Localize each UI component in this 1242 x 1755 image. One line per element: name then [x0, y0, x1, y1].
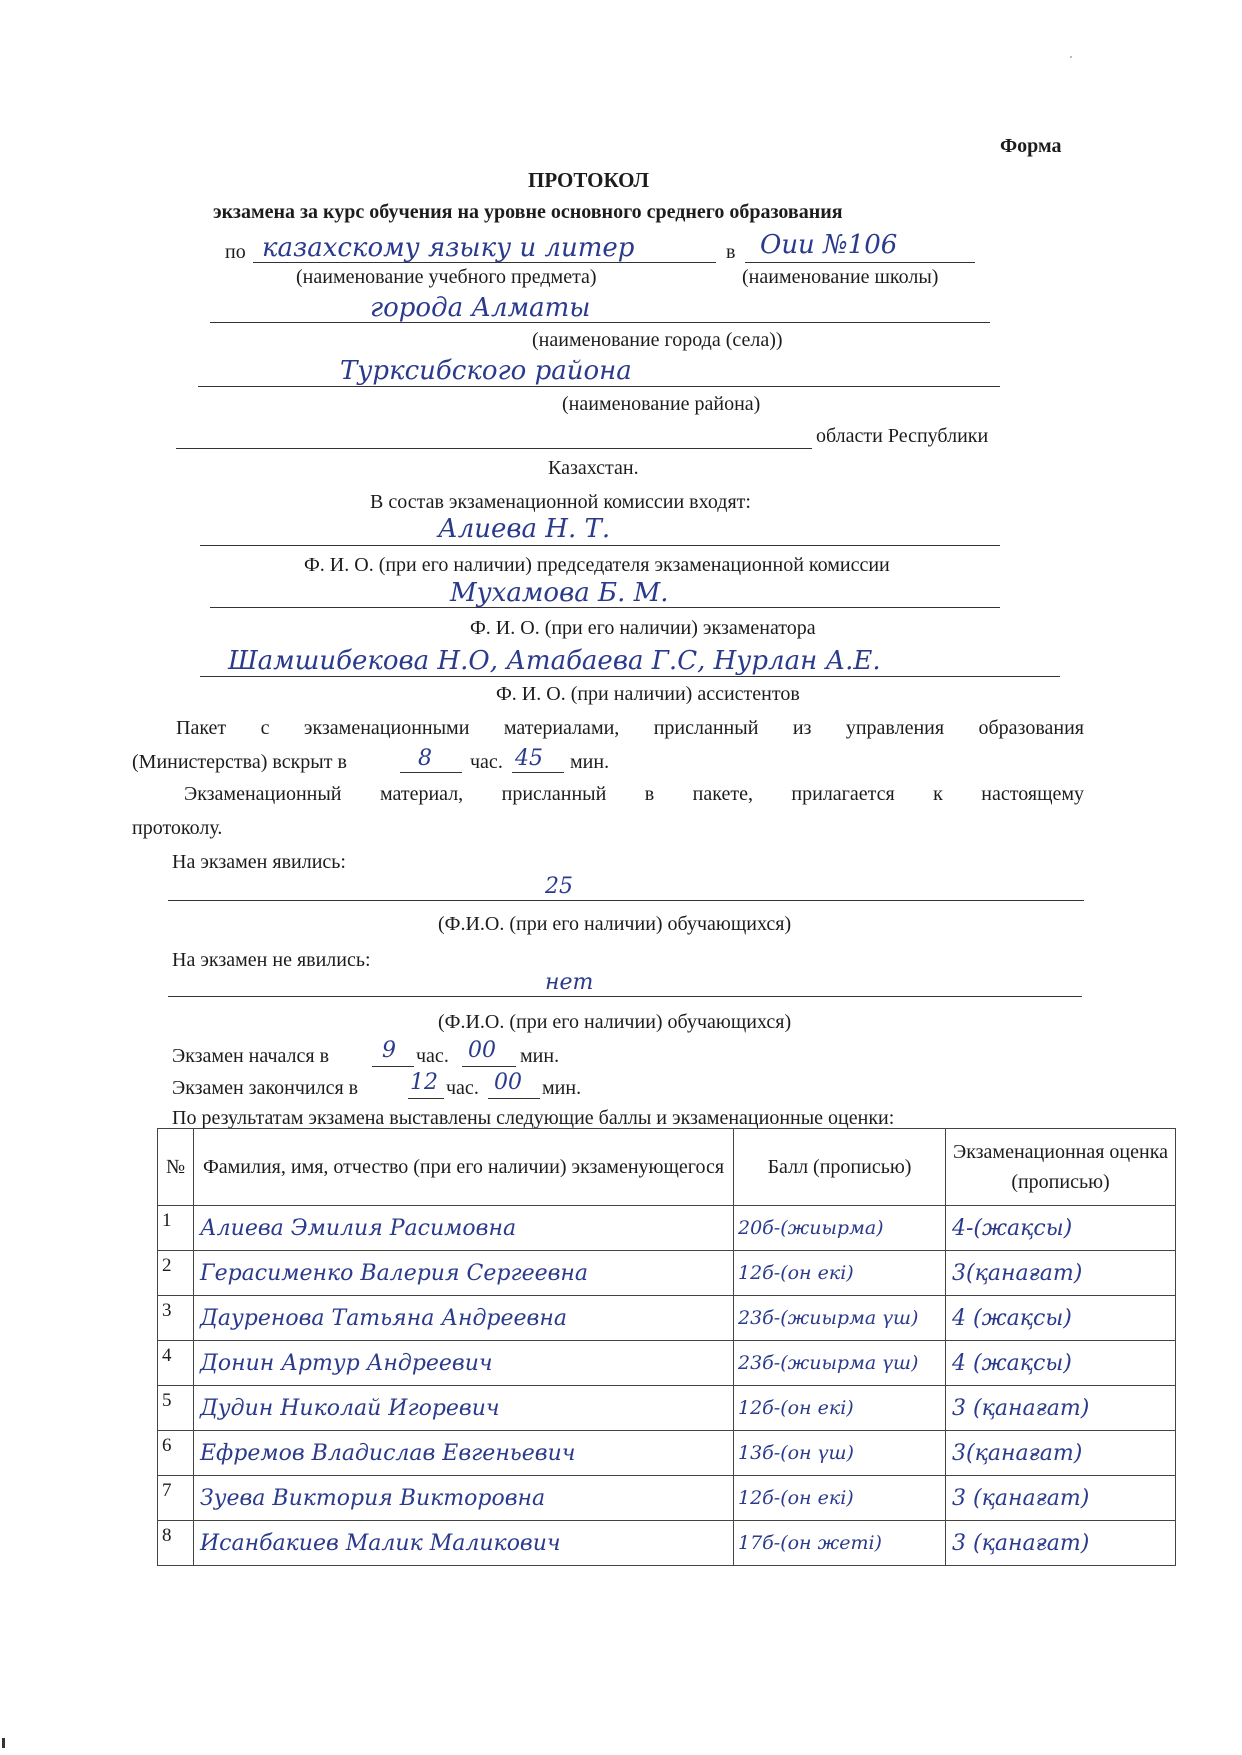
- student-name: Дауренова Татьяна Андреевна: [194, 1296, 734, 1341]
- district-caption: (наименование района): [562, 393, 761, 415]
- region-cont: Казахстан.: [548, 457, 639, 479]
- student-grade: 3 (қанағат): [946, 1476, 1176, 1521]
- table-row: [158, 1521, 1176, 1566]
- table-row: [158, 1251, 1176, 1296]
- subject-caption: (наименование учебного предмета): [296, 266, 597, 288]
- region-underline: [176, 448, 812, 449]
- examiner-caption: Ф. И. О. (при его наличии) экзаменатора: [470, 617, 816, 639]
- student-score: 12б-(он екі): [734, 1476, 946, 1521]
- table-header-row: [158, 1129, 1176, 1206]
- package-min-label: мин.: [570, 751, 610, 773]
- row-num: 5: [158, 1386, 194, 1431]
- start-hour-label: час.: [416, 1045, 449, 1067]
- school-prefix: в: [726, 241, 736, 263]
- header-score: Балл (прописью): [734, 1129, 946, 1206]
- header-grade: Экзаменационная оценка (прописью): [946, 1129, 1176, 1206]
- absent-caption: (Ф.И.О. (при его наличии) обучающихся): [438, 1011, 792, 1033]
- city-value: города Алматы: [370, 293, 591, 323]
- assistants-underline: [200, 676, 1060, 677]
- student-grade: 4 (жақсы): [946, 1296, 1176, 1341]
- student-grade: 4-(жақсы): [946, 1206, 1176, 1251]
- row-num: 4: [158, 1341, 194, 1386]
- start-hour-value: 9: [382, 1038, 396, 1063]
- end-min-value: 00: [494, 1070, 522, 1095]
- student-name: Дудин Николай Игоревич: [194, 1386, 734, 1431]
- student-score: 23б-(жиырма үш): [734, 1341, 946, 1386]
- start-min-label: мин.: [520, 1045, 560, 1067]
- results-intro: По результатам экзамена выставлены следующие баллы и экзаменационные оценки:: [172, 1107, 895, 1129]
- district-underline: [198, 386, 1000, 387]
- start-hour-underline: [372, 1066, 414, 1067]
- school-underline: [745, 262, 975, 263]
- student-name: Алиева Эмилия Расимовна: [194, 1206, 734, 1251]
- row-num: 2: [158, 1251, 194, 1296]
- package-hour-label: час.: [470, 751, 503, 773]
- package-hour-value: 8: [418, 746, 432, 771]
- city-underline: [210, 322, 990, 323]
- student-score: 12б-(он екі): [734, 1386, 946, 1431]
- start-min-value: 00: [468, 1038, 496, 1063]
- student-score: 23б-(жиырма үш): [734, 1296, 946, 1341]
- row-num: 6: [158, 1431, 194, 1476]
- table-row: [158, 1206, 1176, 1251]
- absent-underline: [168, 996, 1082, 997]
- student-grade: 4 (жақсы): [946, 1341, 1176, 1386]
- scan-dot: [1070, 56, 1072, 58]
- student-name: Исанбакиев Малик Маликович: [194, 1521, 734, 1566]
- row-num: 7: [158, 1476, 194, 1521]
- student-grade: 3 (қанағат): [946, 1386, 1176, 1431]
- end-hour-value: 12: [410, 1070, 438, 1095]
- form-label: Форма: [1000, 135, 1062, 157]
- material-text-line1: Экзаменационный материал, присланный в пакете, прилагается к настоящему: [184, 783, 1084, 805]
- table-row: [158, 1296, 1176, 1341]
- school-caption: (наименование школы): [742, 266, 939, 288]
- region-suffix: области Республики: [816, 425, 989, 447]
- end-hour-label: час.: [446, 1077, 479, 1099]
- end-label: Экзамен закончился в: [172, 1077, 359, 1099]
- end-hour-underline: [408, 1098, 444, 1099]
- commission-intro: В состав экзаменационной комиссии входят:: [370, 491, 751, 513]
- subject-value: казахскому языку и литер: [262, 233, 635, 263]
- table-row: [158, 1386, 1176, 1431]
- material-text-line2: протоколу.: [132, 817, 223, 839]
- present-caption: (Ф.И.О. (при его наличии) обучающихся): [438, 913, 792, 935]
- chair-underline: [200, 545, 1000, 546]
- row-num: 1: [158, 1206, 194, 1251]
- city-caption: (наименование города (села)): [532, 329, 783, 351]
- student-name: Зуева Виктория Викторовна: [194, 1476, 734, 1521]
- examiner-value: Мухамова Б. М.: [450, 578, 669, 608]
- student-score: 12б-(он екі): [734, 1251, 946, 1296]
- student-name: Донин Артур Андреевич: [194, 1341, 734, 1386]
- results-table: [157, 1128, 1176, 1566]
- student-grade: 3(қанағат): [946, 1431, 1176, 1476]
- row-num: 3: [158, 1296, 194, 1341]
- assistants-caption: Ф. И. О. (при наличии) ассистентов: [496, 683, 800, 705]
- student-name: Ефремов Владислав Евгеньевич: [194, 1431, 734, 1476]
- package-text-line2: (Министерства) вскрыт в: [132, 751, 347, 773]
- row-num: 8: [158, 1521, 194, 1566]
- table-row: [158, 1476, 1176, 1521]
- student-score: 17б-(он жеті): [734, 1521, 946, 1566]
- end-min-underline: [488, 1098, 540, 1099]
- page-title: ПРОТОКОЛ: [528, 168, 650, 192]
- start-label: Экзамен начался в: [172, 1045, 330, 1067]
- assistants-value: Шамшибекова Н.О, Атабаева Г.С, Нурлан А.Е.: [228, 646, 881, 676]
- package-min-value: 45: [515, 746, 543, 771]
- absent-label: На экзамен не явились:: [172, 949, 371, 971]
- present-underline: [168, 900, 1084, 901]
- district-value: Турксибского района: [340, 356, 632, 386]
- student-score: 13б-(он үш): [734, 1431, 946, 1476]
- table-row: [158, 1431, 1176, 1476]
- student-grade: 3 (қанағат): [946, 1521, 1176, 1566]
- student-name: Герасименко Валерия Сергеевна: [194, 1251, 734, 1296]
- end-min-label: мин.: [542, 1077, 582, 1099]
- school-value: Оии №106: [760, 230, 898, 260]
- student-score: 20б-(жиырма): [734, 1206, 946, 1251]
- table-row: [158, 1341, 1176, 1386]
- student-grade: 3(қанағат): [946, 1251, 1176, 1296]
- scan-speck: [2, 1738, 5, 1748]
- subject-prefix: по: [225, 241, 246, 263]
- start-min-underline: [462, 1066, 516, 1067]
- header-name: Фамилия, имя, отчество (при его наличии) экзаменующегося: [194, 1129, 734, 1206]
- page-subtitle: экзамена за курс обучения на уровне основного среднего образования: [213, 201, 843, 223]
- present-value: 25: [545, 874, 573, 899]
- present-label: На экзамен явились:: [172, 851, 346, 873]
- chair-value: Алиева Н. Т.: [438, 514, 611, 544]
- chair-caption: Ф. И. О. (при его наличии) председателя экзаменационной комиссии: [304, 554, 890, 576]
- package-text-line1: Пакет с экзаменационными материалами, присланный из управления образования: [176, 717, 1084, 739]
- header-num: №: [158, 1129, 194, 1206]
- absent-value: нет: [545, 970, 594, 995]
